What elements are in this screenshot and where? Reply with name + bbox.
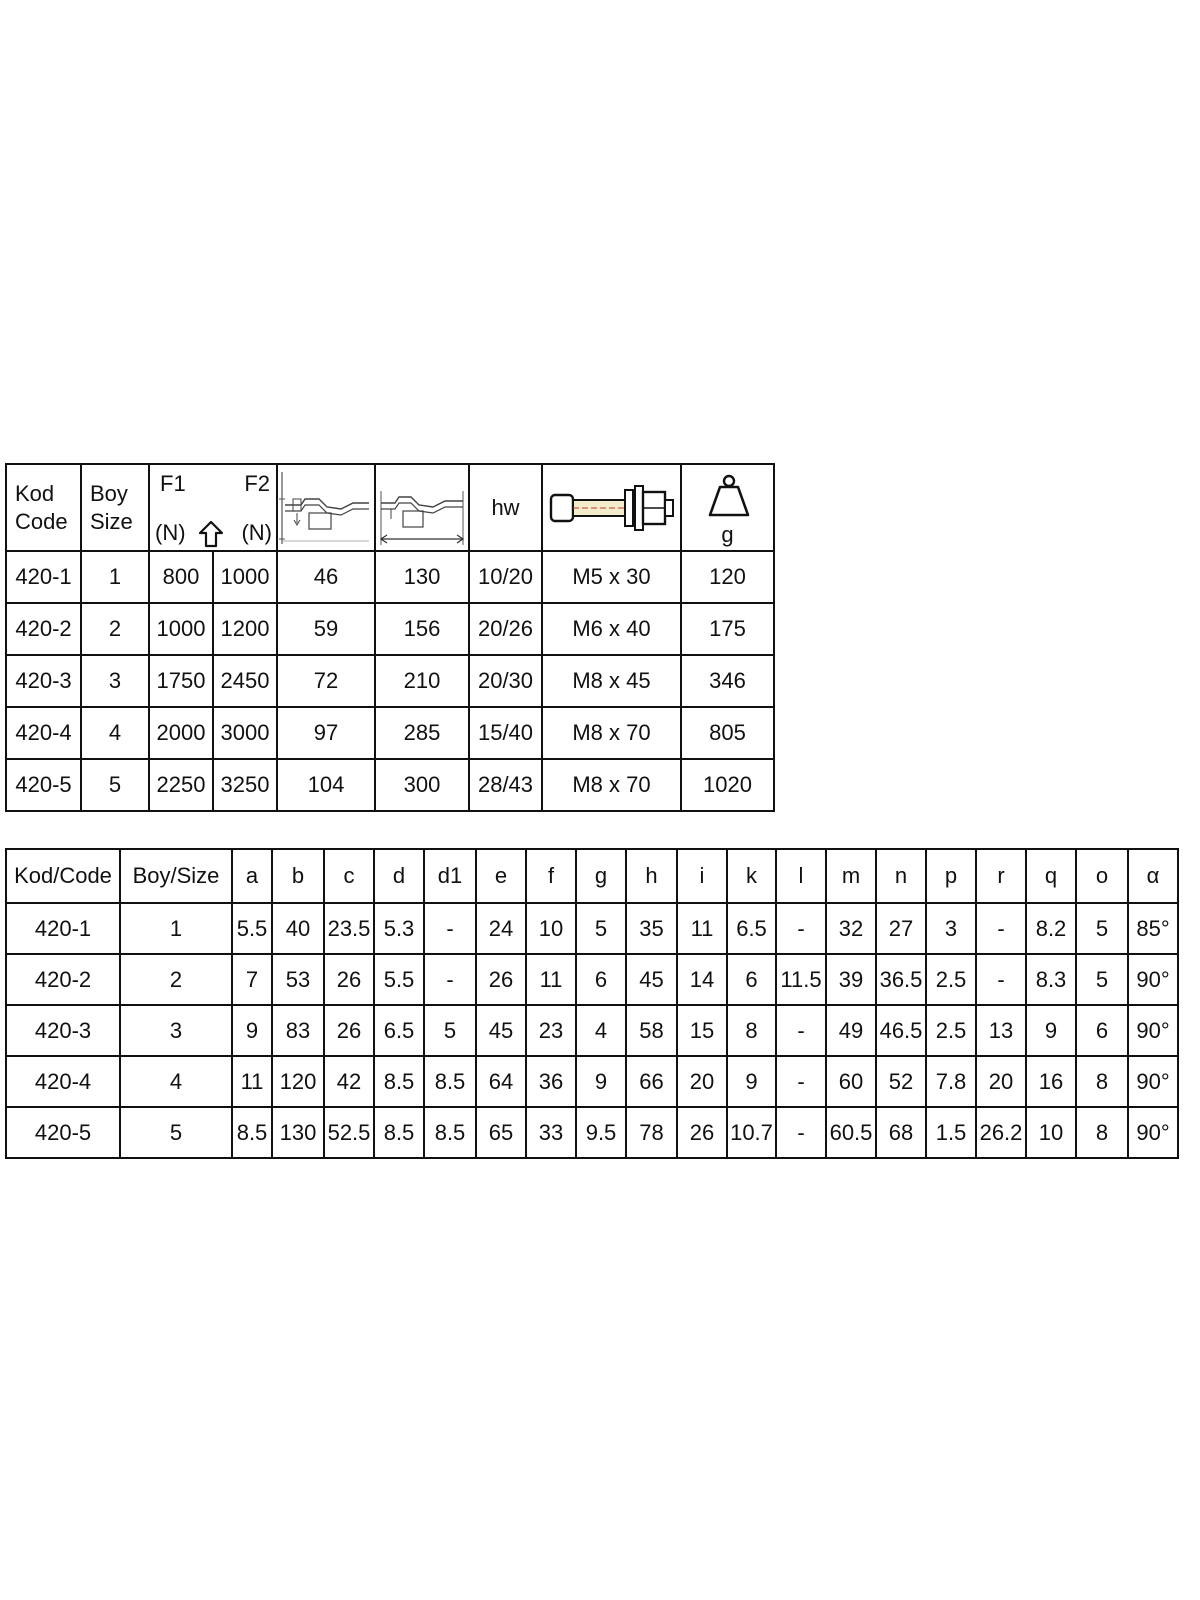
table-cell: 53	[272, 954, 324, 1005]
table-row	[6, 903, 1178, 954]
table-row	[6, 1005, 1178, 1056]
column-header: r	[976, 849, 1026, 903]
table-cell: 420-1	[6, 903, 120, 954]
f2-unit: (N)	[241, 520, 272, 545]
table-cell: 4	[576, 1005, 626, 1056]
table-row	[6, 707, 774, 759]
table-cell: 6.5	[727, 903, 776, 954]
clamp-length-drawing-icon	[375, 464, 469, 551]
table-cell: 90°	[1128, 954, 1178, 1005]
height-cell: 104	[277, 759, 375, 811]
height-cell: 97	[277, 707, 375, 759]
table-cell: 2.5	[926, 954, 976, 1005]
table-cell: 26	[677, 1107, 727, 1158]
table-cell: 4	[120, 1056, 232, 1107]
weight-cell: 120	[681, 551, 774, 603]
column-header: n	[876, 849, 926, 903]
table-cell: 27	[876, 903, 926, 954]
table-cell: 5	[576, 903, 626, 954]
table-cell: 9	[727, 1056, 776, 1107]
table-cell: 64	[476, 1056, 526, 1107]
f2-value-cell: 1200	[213, 603, 277, 655]
size-cell: 5	[81, 759, 149, 811]
table-cell: 32	[826, 903, 876, 954]
table-cell: 11	[232, 1056, 272, 1107]
table-cell: 5	[424, 1005, 476, 1056]
table-cell: 1	[120, 903, 232, 954]
table-cell: 6.5	[374, 1005, 424, 1056]
table-row	[6, 1107, 1178, 1158]
table-cell: 1.5	[926, 1107, 976, 1158]
table-cell: 2	[120, 954, 232, 1005]
column-header: k	[727, 849, 776, 903]
table-cell: 26	[324, 1005, 374, 1056]
table-cell: 26	[324, 954, 374, 1005]
bolt-nut-icon	[542, 464, 681, 551]
length-cell: 130	[375, 551, 469, 603]
column-header: q	[1026, 849, 1076, 903]
table-cell: 420-2	[6, 954, 120, 1005]
column-header: l	[776, 849, 826, 903]
weight-unit: g	[721, 522, 734, 547]
f1-value-cell: 2000	[149, 707, 213, 759]
table-cell: 52	[876, 1056, 926, 1107]
kod-code-header	[6, 464, 81, 551]
kod-label: Kod	[15, 480, 55, 506]
table-cell: 45	[476, 1005, 526, 1056]
table-cell: 10	[526, 903, 576, 954]
table-cell: 9	[232, 1005, 272, 1056]
code-cell: 420-2	[6, 603, 81, 655]
weight-cell: 175	[681, 603, 774, 655]
dimension-body	[6, 903, 1178, 1158]
clamp-height-drawing-icon	[277, 464, 375, 551]
bolt-cell: M8 x 70	[542, 759, 681, 811]
f2-value-cell: 2450	[213, 655, 277, 707]
hw-cell: 20/30	[469, 655, 542, 707]
table-cell: 5.3	[374, 903, 424, 954]
up-arrow-icon	[198, 520, 224, 548]
hw-header: hw	[469, 464, 542, 551]
height-cell: 59	[277, 603, 375, 655]
table-cell: 9	[1026, 1005, 1076, 1056]
table-cell: 60.5	[826, 1107, 876, 1158]
table-row	[6, 1056, 1178, 1107]
table-cell: 8.2	[1026, 903, 1076, 954]
size-cell: 2	[81, 603, 149, 655]
table-cell: 36.5	[876, 954, 926, 1005]
hw-cell: 10/20	[469, 551, 542, 603]
table-row	[6, 954, 1178, 1005]
table-cell: -	[776, 1056, 826, 1107]
hw-cell: 20/26	[469, 603, 542, 655]
table-cell: 420-5	[6, 1107, 120, 1158]
table-cell: 42	[324, 1056, 374, 1107]
bolt-cell: M8 x 70	[542, 707, 681, 759]
table-cell: 3	[120, 1005, 232, 1056]
column-header: c	[324, 849, 374, 903]
table-cell: 5	[120, 1107, 232, 1158]
f1-value-cell: 1750	[149, 655, 213, 707]
table-cell: 40	[272, 903, 324, 954]
table-cell: 26	[476, 954, 526, 1005]
size-cell: 4	[81, 707, 149, 759]
boy-label: Boy	[90, 480, 128, 506]
size-cell: 3	[81, 655, 149, 707]
column-header: d	[374, 849, 424, 903]
f2-value-cell: 3250	[213, 759, 277, 811]
boy-size-header	[81, 464, 149, 551]
weight-header	[681, 464, 774, 551]
table-cell: 60	[826, 1056, 876, 1107]
table-cell: 2.5	[926, 1005, 976, 1056]
table-cell: 10.7	[727, 1107, 776, 1158]
table-cell: 65	[476, 1107, 526, 1158]
table-cell: 130	[272, 1107, 324, 1158]
bolt-cell: M8 x 45	[542, 655, 681, 707]
table-cell: 11.5	[776, 954, 826, 1005]
table-cell: 5	[1076, 954, 1128, 1005]
table-cell: 5	[1076, 903, 1128, 954]
table-cell: 7	[232, 954, 272, 1005]
table-cell: -	[776, 1005, 826, 1056]
table-cell: 45	[626, 954, 677, 1005]
clamp-spec-table	[5, 463, 775, 812]
weight-cell: 346	[681, 655, 774, 707]
table-cell: 85°	[1128, 903, 1178, 954]
header-row	[6, 849, 1178, 903]
table-cell: 35	[626, 903, 677, 954]
table-cell: 90°	[1128, 1107, 1178, 1158]
code-label: Code	[15, 508, 68, 534]
table-cell: 8.5	[232, 1107, 272, 1158]
column-header: Boy/Size	[120, 849, 232, 903]
weight-icon	[706, 473, 752, 517]
table-cell: 66	[626, 1056, 677, 1107]
code-cell: 420-5	[6, 759, 81, 811]
table-cell: 46.5	[876, 1005, 926, 1056]
height-cell: 72	[277, 655, 375, 707]
table-cell: 20	[677, 1056, 727, 1107]
column-header: o	[1076, 849, 1128, 903]
f2-label: F2	[244, 471, 270, 496]
table-cell: 420-3	[6, 1005, 120, 1056]
table-cell: 6	[576, 954, 626, 1005]
table-cell: 8.5	[424, 1056, 476, 1107]
table-cell: 33	[526, 1107, 576, 1158]
table-cell: 10	[1026, 1107, 1076, 1158]
table-cell: 8.5	[424, 1107, 476, 1158]
f1-value-cell: 1000	[149, 603, 213, 655]
table-cell: 90°	[1128, 1056, 1178, 1107]
code-cell: 420-1	[6, 551, 81, 603]
table-cell: 8.3	[1026, 954, 1076, 1005]
f1-value-cell: 2250	[149, 759, 213, 811]
table-row	[6, 551, 774, 603]
column-header: f	[526, 849, 576, 903]
column-header: p	[926, 849, 976, 903]
code-cell: 420-4	[6, 707, 81, 759]
f1-value-cell: 800	[149, 551, 213, 603]
length-cell: 300	[375, 759, 469, 811]
table-cell: 120	[272, 1056, 324, 1107]
hw-cell: 15/40	[469, 707, 542, 759]
table-cell: 83	[272, 1005, 324, 1056]
table-cell: 8.5	[374, 1107, 424, 1158]
table-cell: 24	[476, 903, 526, 954]
dimension-table	[5, 848, 1179, 1159]
weight-cell: 805	[681, 707, 774, 759]
size-label: Size	[90, 508, 133, 534]
length-cell: 210	[375, 655, 469, 707]
weight-cell: 1020	[681, 759, 774, 811]
clamp-spec-body	[6, 551, 774, 811]
column-header: g	[576, 849, 626, 903]
table-cell: 16	[1026, 1056, 1076, 1107]
table-cell: -	[976, 903, 1026, 954]
table-cell: 39	[826, 954, 876, 1005]
table-cell: 8	[1076, 1107, 1128, 1158]
table-cell: 5.5	[374, 954, 424, 1005]
table-cell: 26.2	[976, 1107, 1026, 1158]
table-cell: -	[776, 903, 826, 954]
bolt-cell: M6 x 40	[542, 603, 681, 655]
hw-cell: 28/43	[469, 759, 542, 811]
force-header	[149, 464, 277, 551]
table-row	[6, 603, 774, 655]
table-cell: 20	[976, 1056, 1026, 1107]
table-cell: 78	[626, 1107, 677, 1158]
column-header: a	[232, 849, 272, 903]
table-cell: 15	[677, 1005, 727, 1056]
f2-value-cell: 3000	[213, 707, 277, 759]
table-cell: 13	[976, 1005, 1026, 1056]
size-cell: 1	[81, 551, 149, 603]
table-cell: -	[424, 903, 476, 954]
f2-value-cell: 1000	[213, 551, 277, 603]
column-header: e	[476, 849, 526, 903]
table-cell: 5.5	[232, 903, 272, 954]
table-cell: 90°	[1128, 1005, 1178, 1056]
height-cell: 46	[277, 551, 375, 603]
table-cell: 9	[576, 1056, 626, 1107]
table-row	[6, 655, 774, 707]
length-cell: 285	[375, 707, 469, 759]
column-header: i	[677, 849, 727, 903]
table-cell: 11	[526, 954, 576, 1005]
table-cell: 58	[626, 1005, 677, 1056]
column-header: α	[1128, 849, 1178, 903]
table-cell: 8.5	[374, 1056, 424, 1107]
table-cell: 8	[1076, 1056, 1128, 1107]
f1-label: F1	[160, 471, 186, 496]
table-cell: 9.5	[576, 1107, 626, 1158]
table-row	[6, 759, 774, 811]
table-cell: 52.5	[324, 1107, 374, 1158]
table-cell: 3	[926, 903, 976, 954]
table-cell: 6	[727, 954, 776, 1005]
table-cell: -	[424, 954, 476, 1005]
table-cell: 36	[526, 1056, 576, 1107]
column-header: m	[826, 849, 876, 903]
table-cell: -	[976, 954, 1026, 1005]
column-header: b	[272, 849, 324, 903]
column-header: Kod/Code	[6, 849, 120, 903]
table-cell: 23	[526, 1005, 576, 1056]
table-cell: 8	[727, 1005, 776, 1056]
table-cell: 11	[677, 903, 727, 954]
code-cell: 420-3	[6, 655, 81, 707]
table-cell: 14	[677, 954, 727, 1005]
f1-unit: (N)	[155, 520, 186, 545]
column-header: d1	[424, 849, 476, 903]
table-cell: 6	[1076, 1005, 1128, 1056]
table-cell: 7.8	[926, 1056, 976, 1107]
table-cell: 49	[826, 1005, 876, 1056]
table-cell: 68	[876, 1107, 926, 1158]
length-cell: 156	[375, 603, 469, 655]
table-cell: -	[776, 1107, 826, 1158]
table-cell: 420-4	[6, 1056, 120, 1107]
column-header: h	[626, 849, 677, 903]
bolt-cell: M5 x 30	[542, 551, 681, 603]
header-row	[6, 464, 774, 551]
table-cell: 23.5	[324, 903, 374, 954]
